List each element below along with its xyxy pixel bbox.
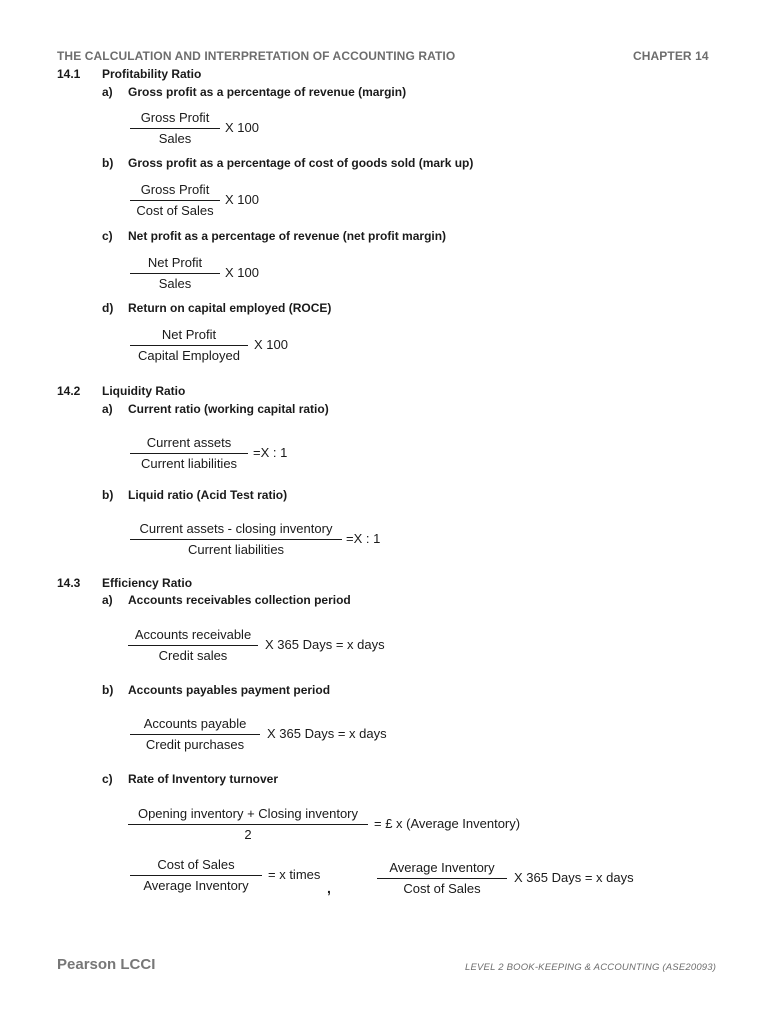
fraction-bar [130, 875, 262, 876]
formula-multiplier: X 100 [254, 337, 288, 352]
fraction-bar [130, 273, 220, 274]
item-label: Current ratio (working capital ratio) [128, 402, 329, 416]
fraction-bar [128, 645, 258, 646]
formula-multiplier: X 100 [225, 120, 259, 135]
formula-denominator: Sales [158, 131, 192, 146]
formula-numerator: Gross Profit [140, 110, 210, 125]
formula-denominator: Cost of Sales [403, 881, 481, 896]
formula-times-result: = x times [268, 867, 321, 882]
item-label: Return on capital employed (ROCE) [128, 301, 332, 315]
formula-separator: , [327, 880, 331, 896]
course-label: LEVEL 2 BOOK-KEEPING & ACCOUNTING (ASE20093) [465, 962, 717, 973]
formula-denominator: Current liabilities [187, 542, 285, 557]
item-label: Accounts payables payment period [128, 683, 331, 697]
formula-days-result: X 365 Days = x days [265, 637, 385, 652]
formula-multiplier: X 100 [225, 265, 259, 280]
fraction-bar [130, 734, 260, 735]
formula-denominator: Credit purchases [145, 737, 245, 752]
fraction-bar [377, 878, 507, 879]
document-title: THE CALCULATION AND INTERPRETATION OF ACCOUNTING RATIO [57, 49, 456, 63]
item-marker: b) [102, 156, 114, 170]
item-marker: b) [102, 488, 114, 502]
formula-days-result: X 365 Days = x days [514, 870, 634, 885]
fraction-bar [130, 345, 248, 346]
section-number: 14.3 [57, 576, 81, 590]
formula-ratio-result: =X : 1 [346, 531, 381, 546]
item-marker: a) [102, 402, 113, 416]
formula-numerator: Accounts payable [143, 716, 247, 731]
item-label: Accounts receivables collection period [128, 593, 351, 607]
item-label: Rate of Inventory turnover [128, 772, 279, 786]
formula-numerator: Current assets - closing inventory [139, 521, 333, 536]
item-label: Net profit as a percentage of revenue (net profit margin) [128, 229, 447, 243]
section-title: Liquidity Ratio [102, 384, 186, 398]
fraction-bar [130, 539, 342, 540]
item-marker: d) [102, 301, 114, 315]
formula-multiplier: X 100 [225, 192, 259, 207]
item-marker: a) [102, 593, 113, 607]
section-number: 14.1 [57, 67, 81, 81]
section-number: 14.2 [57, 384, 81, 398]
formula-ratio-result: =X : 1 [253, 445, 288, 460]
formula-numerator: Opening inventory + Closing inventory [137, 806, 359, 821]
formula-denominator: Capital Employed [138, 348, 240, 363]
formula-days-result: X 365 Days = x days [267, 726, 387, 741]
item-label: Gross profit as a percentage of cost of goods sold (mark up) [128, 156, 474, 170]
fraction-bar [128, 824, 368, 825]
fraction-bar [130, 128, 220, 129]
formula-numerator: Cost of Sales [157, 857, 235, 872]
formula-numerator: Current assets [146, 435, 232, 450]
formula-numerator: Gross Profit [140, 182, 210, 197]
formula-denominator: 2 [244, 827, 252, 842]
formula-denominator: Credit sales [158, 648, 228, 663]
formula-numerator: Net Profit [147, 255, 203, 270]
item-label: Liquid ratio (Acid Test ratio) [128, 488, 288, 502]
section-title: Efficiency Ratio [102, 576, 193, 590]
item-marker: c) [102, 229, 113, 243]
item-label: Gross profit as a percentage of revenue (margin) [128, 85, 407, 99]
formula-numerator: Average Inventory [389, 860, 495, 875]
formula-denominator: Sales [158, 276, 192, 291]
fraction-bar [130, 453, 248, 454]
publisher-name: Pearson LCCI [57, 956, 156, 973]
formula-denominator: Cost of Sales [136, 203, 214, 218]
chapter-label: CHAPTER 14 [633, 49, 709, 63]
formula-average-result: = £ x (Average Inventory) [374, 816, 521, 831]
item-marker: b) [102, 683, 114, 697]
formula-numerator: Net Profit [161, 327, 217, 342]
formula-denominator: Current liabilities [140, 456, 238, 471]
formula-numerator: Accounts receivable [134, 627, 252, 642]
section-title: Profitability Ratio [102, 67, 202, 81]
formula-denominator: Average Inventory [143, 878, 249, 893]
fraction-bar [130, 200, 220, 201]
item-marker: a) [102, 85, 113, 99]
item-marker: c) [102, 772, 113, 786]
